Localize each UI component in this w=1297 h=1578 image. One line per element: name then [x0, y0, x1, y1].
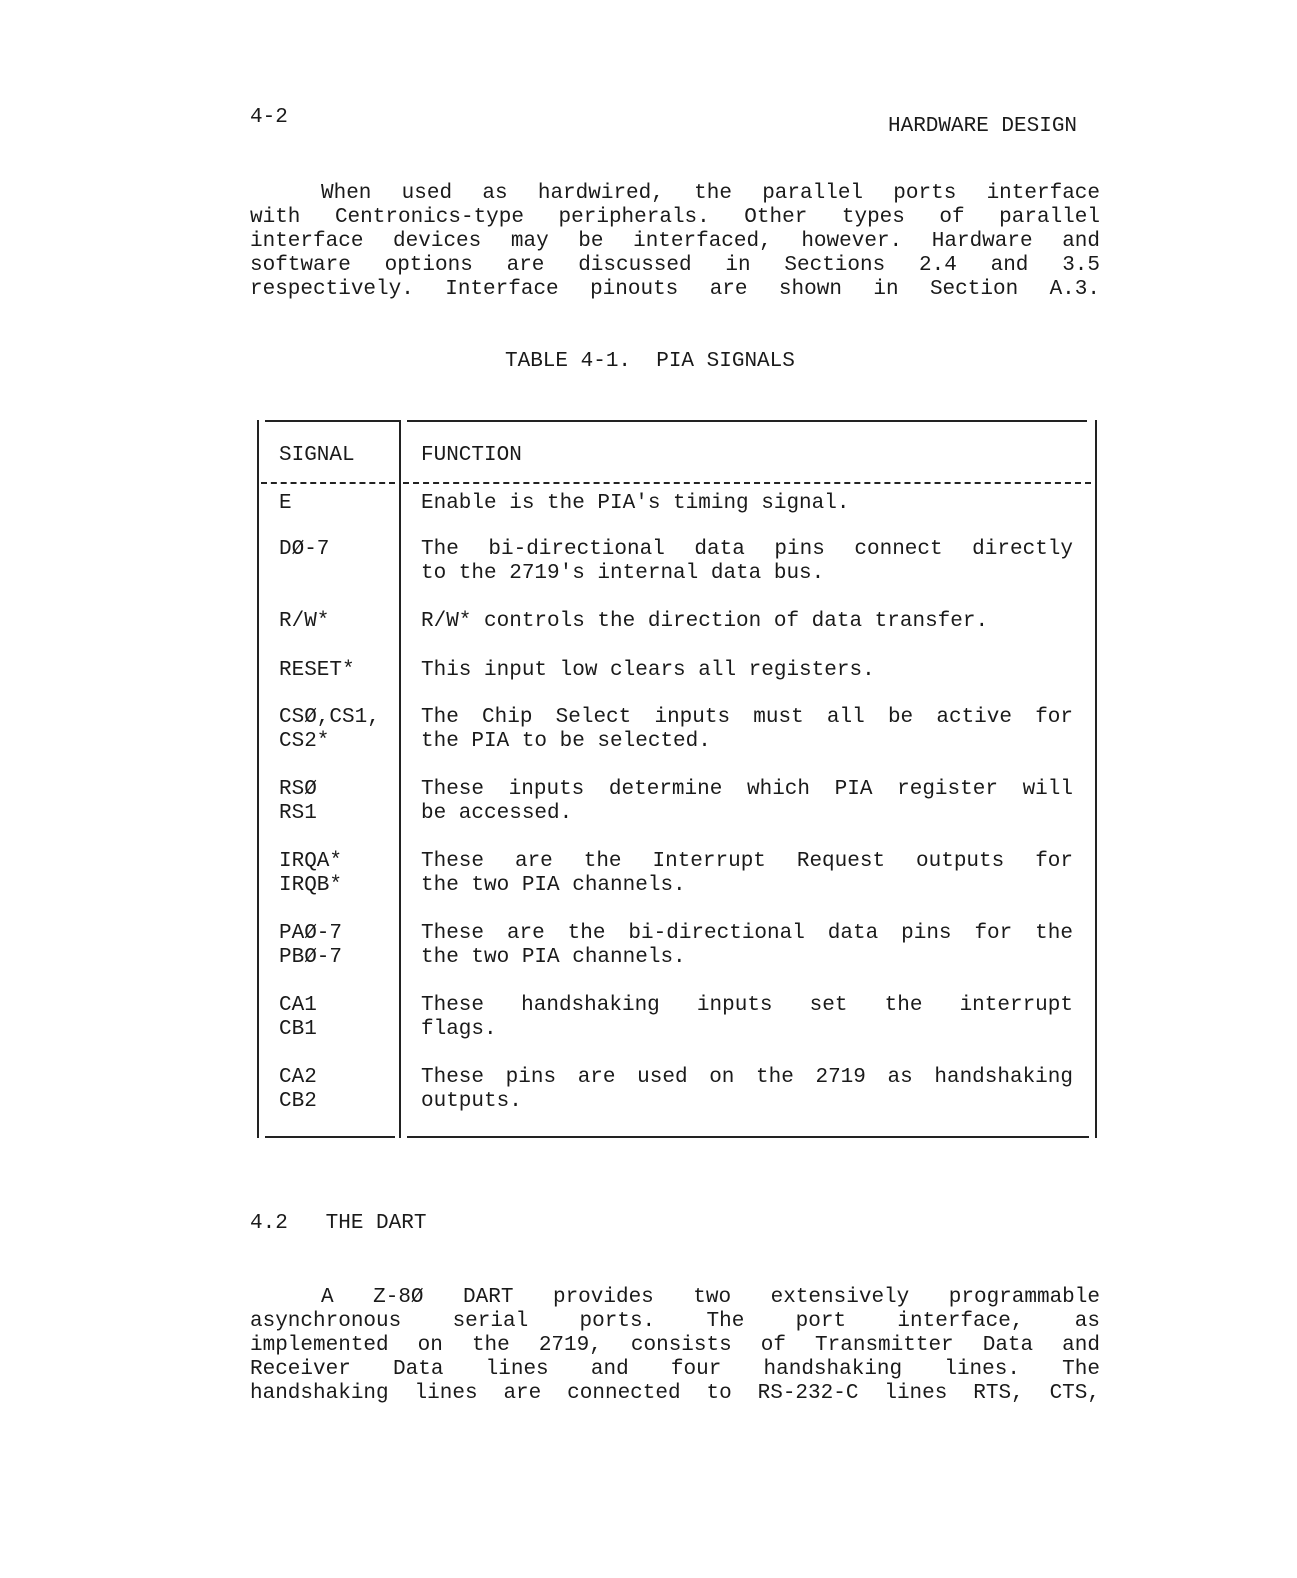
signal-cell	[279, 492, 292, 516]
paragraph-line: asynchronous serial ports. The port interface, as	[250, 1310, 1100, 1333]
signal-name: RS1	[279, 802, 317, 825]
signal-name: R/W*	[279, 610, 330, 633]
paragraph-line: A Z-8Ø DART provides two extensively programmable	[321, 1286, 1100, 1309]
page-number: 4-2	[250, 106, 288, 129]
signal-cell	[279, 778, 317, 826]
signal-name: PAØ-7	[279, 922, 343, 945]
function-text-line: This input low clears all registers.	[421, 659, 875, 682]
pia-signals-table	[257, 420, 1097, 1138]
function-text-line: These pins are used on the 2719 as handshaking	[421, 1066, 1073, 1089]
function-cell	[421, 706, 1073, 754]
dart-paragraph	[250, 1286, 1100, 1406]
function-text-line: outputs.	[421, 1090, 522, 1113]
function-text-line: These are the bi-directional data pins for the	[421, 922, 1073, 945]
section-heading	[250, 1212, 426, 1236]
section-title: THE DART	[325, 1212, 427, 1235]
function-text-line: These handshaking inputs set the interrupt	[421, 994, 1073, 1017]
signal-name: CB2	[279, 1090, 317, 1113]
signal-name: CSØ,CS1,	[279, 706, 380, 729]
function-text-line: be accessed.	[421, 802, 573, 825]
function-text-line: R/W* controls the direction of data transfer.	[421, 610, 989, 633]
function-cell	[421, 1066, 1073, 1114]
paragraph-line: When used as hardwired, the parallel ports interface	[321, 182, 1100, 205]
column-header-signal: SIGNAL	[279, 444, 355, 467]
header-separator	[261, 482, 395, 484]
signal-name: E	[279, 492, 292, 515]
function-cell	[421, 850, 1073, 898]
signal-cell	[279, 610, 329, 634]
signal-name: IRQA*	[279, 850, 343, 873]
signal-name: RSØ	[279, 778, 317, 801]
paragraph-line: interface devices may be interfaced, however. Hardware and	[250, 230, 1100, 253]
paragraph-line: Receiver Data lines and four handshaking lines. The	[250, 1358, 1100, 1381]
signal-cell	[279, 706, 380, 754]
paragraph-line: handshaking lines are connected to RS-232-C lines RTS, CTS,	[250, 1382, 1100, 1405]
signal-cell	[279, 1066, 317, 1114]
signal-name: CS2*	[279, 730, 330, 753]
table-bottom-border	[265, 1136, 395, 1138]
function-text-line: These are the Interrupt Request outputs for	[421, 850, 1073, 873]
paragraph-line: software options are discussed in Sections 2.4 and 3.5	[250, 254, 1100, 277]
signal-name: CB1	[279, 1018, 317, 1041]
signal-name: PBØ-7	[279, 946, 343, 969]
table-column-divider	[399, 420, 401, 1138]
table-title: TABLE 4-1. PIA SIGNALS	[505, 350, 795, 373]
section-number: 4.2	[250, 1212, 288, 1235]
signal-cell	[279, 850, 342, 898]
signal-name: IRQB*	[279, 874, 343, 897]
function-text-line: These inputs determine which PIA register will	[421, 778, 1073, 801]
function-text-line: The Chip Select inputs must all be active for	[421, 706, 1073, 729]
function-text-line: Enable is the PIA's timing signal.	[421, 492, 850, 515]
paragraph-line: with Centronics-type peripherals. Other types of parallel	[250, 206, 1100, 229]
paragraph-line: implemented on the 2719, consists of Transmitter Data and	[250, 1334, 1100, 1357]
signal-cell	[279, 659, 355, 683]
signal-cell	[279, 994, 317, 1042]
function-text-line: The bi-directional data pins connect directly	[421, 538, 1073, 561]
signal-name: CA1	[279, 994, 317, 1017]
function-text-line: to the 2719's internal data bus.	[421, 562, 825, 585]
running-header: HARDWARE DESIGN	[888, 115, 1078, 138]
function-cell	[421, 538, 1073, 586]
table-bottom-border	[407, 1136, 1089, 1138]
header-separator	[403, 482, 1091, 484]
intro-paragraph	[250, 182, 1100, 302]
function-cell	[421, 994, 1073, 1042]
column-header-function: FUNCTION	[421, 444, 522, 467]
table-right-border	[1095, 420, 1097, 1138]
signal-cell	[279, 922, 342, 970]
table-top-border	[265, 420, 399, 422]
function-cell	[421, 492, 1073, 516]
signal-name: DØ-7	[279, 538, 330, 561]
function-cell	[421, 778, 1073, 826]
function-text-line: flags.	[421, 1018, 497, 1041]
function-text-line: the PIA to be selected.	[421, 730, 711, 753]
signal-cell	[279, 538, 329, 562]
signal-name: CA2	[279, 1066, 317, 1089]
signal-name: RESET*	[279, 659, 355, 682]
function-text-line: the two PIA channels.	[421, 946, 686, 969]
function-cell	[421, 922, 1073, 970]
function-text-line: the two PIA channels.	[421, 874, 686, 897]
table-left-border	[257, 420, 259, 1138]
paragraph-line: respectively. Interface pinouts are shown in Section A.3.	[250, 278, 1100, 301]
function-cell	[421, 659, 1073, 683]
function-cell	[421, 610, 1073, 634]
table-top-border	[407, 420, 1087, 422]
